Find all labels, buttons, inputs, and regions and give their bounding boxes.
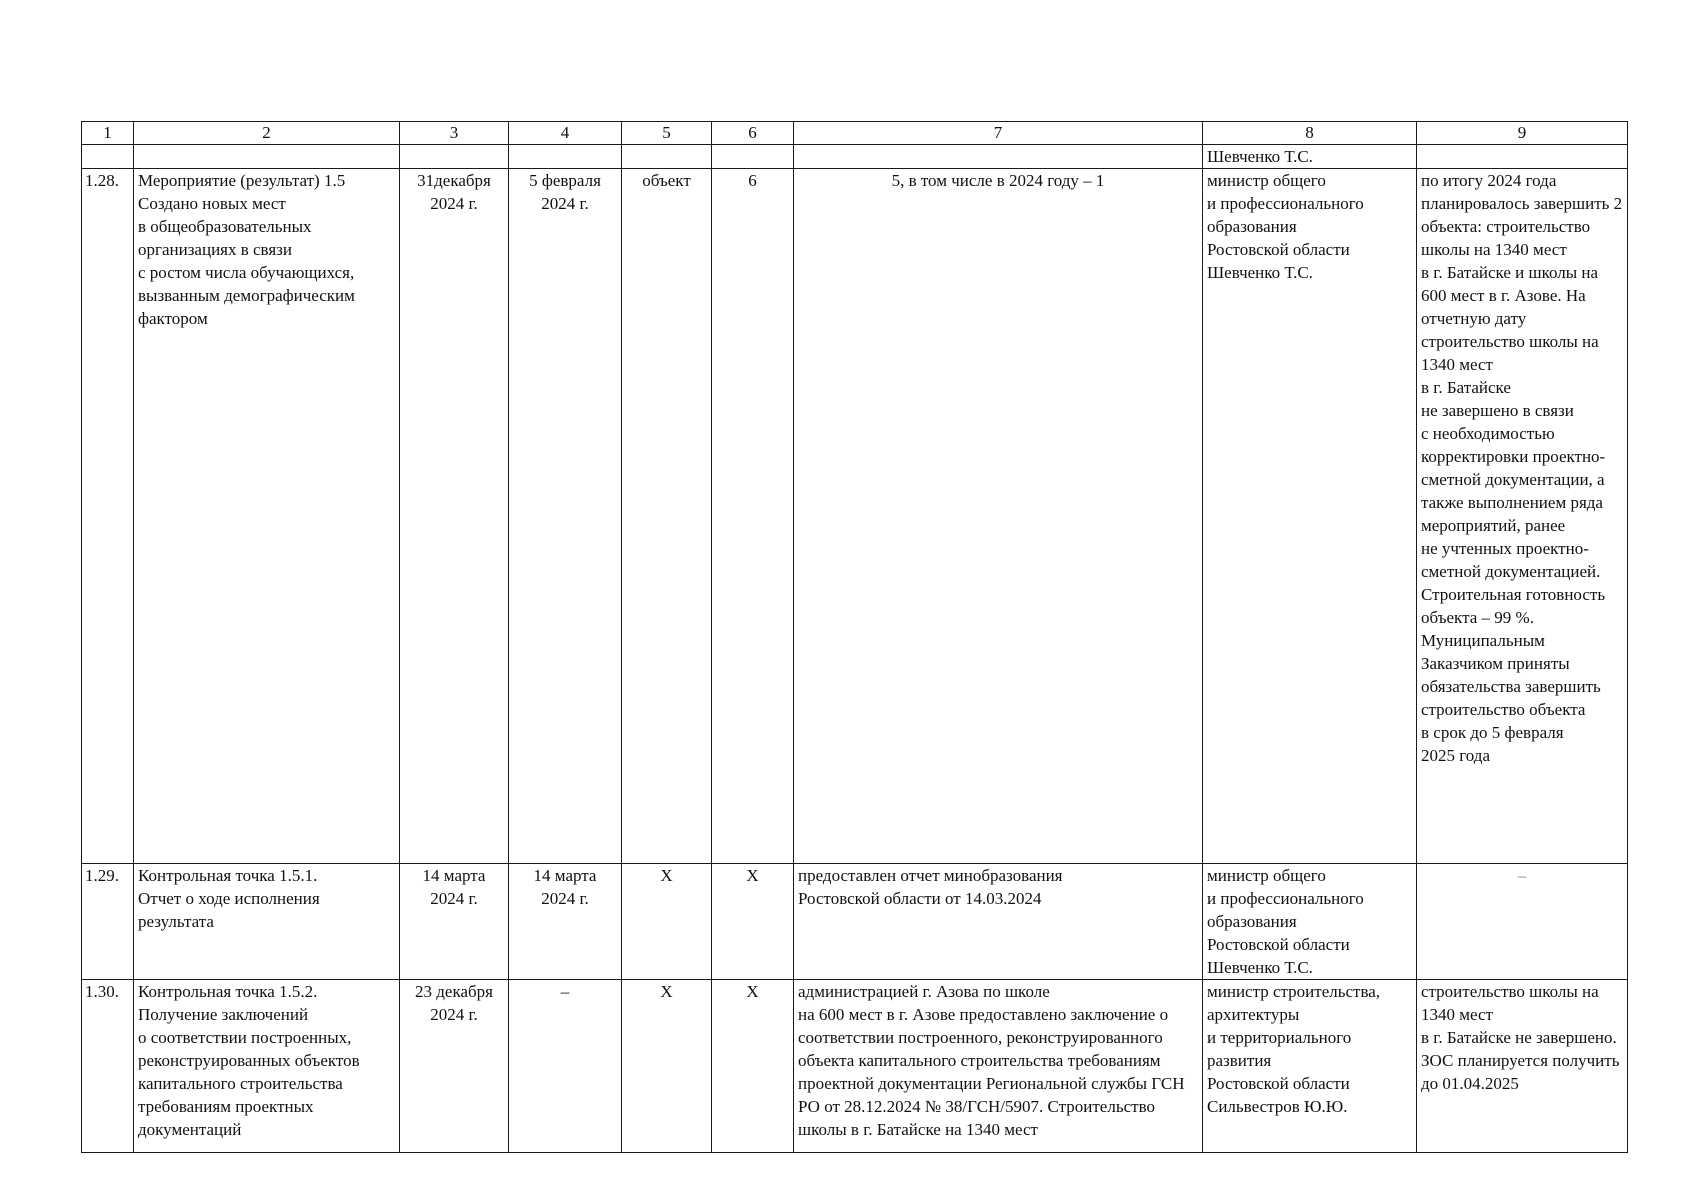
column-number: 4 — [509, 122, 622, 145]
activity-name: Мероприятие (результат) 1.5 Создано новых мест в общеобразовательных организациях в связи с ростом числа обучающихся, вызванным демографическим фактором — [134, 169, 400, 864]
note: – — [1417, 864, 1628, 980]
empty-cell — [712, 145, 794, 169]
table-row — [82, 864, 1628, 980]
column-number: 6 — [712, 122, 794, 145]
empty-cell — [134, 145, 400, 169]
column-number: 9 — [1417, 122, 1628, 145]
empty-cell — [509, 145, 622, 169]
fact-date: – — [509, 980, 622, 1153]
unit: Х — [622, 864, 712, 980]
responsible: министр общего и профессионального образования Ростовской области Шевченко Т.С. — [1203, 169, 1417, 864]
column-number: 5 — [622, 122, 712, 145]
plan-date: 23 декабря 2024 г. — [400, 980, 509, 1153]
column-number: 1 — [82, 122, 134, 145]
column-number-row — [82, 122, 1628, 145]
table-row — [82, 980, 1628, 1153]
empty-cell — [82, 145, 134, 169]
note: строительство школы на 1340 мест в г. Батайске не завершено. ЗОС планируется получить до 01.04.2025 — [1417, 980, 1628, 1153]
fact-date: 14 марта 2024 г. — [509, 864, 622, 980]
column-number: 8 — [1203, 122, 1417, 145]
plan-date: 14 марта 2024 г. — [400, 864, 509, 980]
row-number: 1.28. — [82, 169, 134, 864]
empty-cell — [794, 145, 1203, 169]
fact-date: 5 февраля 2024 г. — [509, 169, 622, 864]
unit: Х — [622, 980, 712, 1153]
report-table — [81, 121, 1628, 1153]
plan-value: 6 — [712, 169, 794, 864]
plan-value: Х — [712, 864, 794, 980]
note: по итогу 2024 года планировалось завершить 2 объекта: строительство школы на 1340 мест в г. Батайске и школы на 600 мест в г. Азове. На отчетную дату строительство школы на 1340 мест в г. Батайске не завершено в связи с необходимостью корректировки проектно-сметной документации, а также выполнением ряда мероприятий, ранее не учтенных проектно-сметной документацией. Строительная готовность объекта – 99 %. Муниципальным Заказчиком приняты обязательства завершить строительство объекта в срок до 5 февраля 2025 года — [1417, 169, 1628, 864]
continuation-row — [82, 145, 1628, 169]
result: администрацией г. Азова по школе на 600 мест в г. Азове предоставлено заключение о соответствии построенного, реконструированного объекта капитального строительства требованиям проектной документации Региональной службы ГСН РО от 28.12.2024 № 38/ГСН/5907. Строительство школы в г. Батайске на 1340 мест — [794, 980, 1203, 1153]
responsible-cell: Шевченко Т.С. — [1203, 145, 1417, 169]
table-row — [82, 169, 1628, 864]
plan-value: Х — [712, 980, 794, 1153]
responsible: министр общего и профессионального образования Ростовской области Шевченко Т.С. — [1203, 864, 1417, 980]
plan-date: 31декабря 2024 г. — [400, 169, 509, 864]
empty-cell — [622, 145, 712, 169]
row-number: 1.30. — [82, 980, 134, 1153]
column-number: 2 — [134, 122, 400, 145]
column-number: 3 — [400, 122, 509, 145]
result: предоставлен отчет минобразования Ростовской области от 14.03.2024 — [794, 864, 1203, 980]
activity-name: Контрольная точка 1.5.1. Отчет о ходе исполнения результата — [134, 864, 400, 980]
responsible: министр строительства, архитектуры и территориального развития Ростовской области Сильвестров Ю.Ю. — [1203, 980, 1417, 1153]
empty-cell — [400, 145, 509, 169]
empty-cell — [1417, 145, 1628, 169]
row-number: 1.29. — [82, 864, 134, 980]
result: 5, в том числе в 2024 году – 1 — [794, 169, 1203, 864]
activity-name: Контрольная точка 1.5.2. Получение заключений о соответствии построенных, реконструированных объектов капитального строительства требованиям проектных документаций — [134, 980, 400, 1153]
unit: объект — [622, 169, 712, 864]
column-number: 7 — [794, 122, 1203, 145]
